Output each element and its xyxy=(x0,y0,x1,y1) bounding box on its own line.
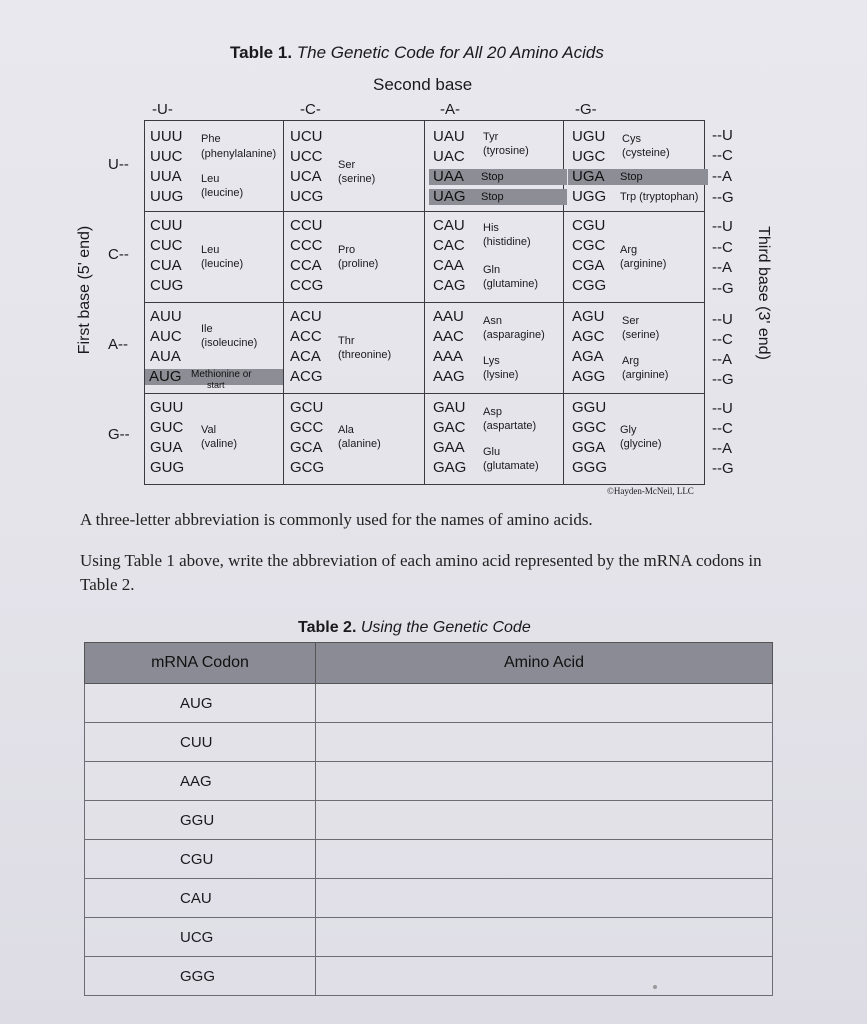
header-mrna-codon: mRNA Codon xyxy=(85,643,316,684)
table1-label: Table 1. xyxy=(230,43,293,62)
amino-acid-answer-cell[interactable] xyxy=(316,723,773,762)
aa-full: (serine) xyxy=(622,329,660,341)
third-label: --A xyxy=(712,168,732,185)
aa-name: Lys xyxy=(483,355,500,367)
aa-name: Leu xyxy=(201,244,220,256)
codon: CAA xyxy=(433,257,464,274)
stop-label: Stop xyxy=(481,171,504,183)
aa-name: Arg xyxy=(620,244,638,256)
cell-uc xyxy=(284,121,425,212)
codon: GUA xyxy=(150,439,183,456)
col-head-u: -U- xyxy=(152,101,173,118)
aa-name: His xyxy=(483,222,499,234)
aa-name: Ala xyxy=(338,424,354,436)
stop-codon-row xyxy=(429,189,567,205)
codon: CAG xyxy=(433,277,466,294)
stop-label: Stop xyxy=(481,191,504,203)
third-label: --C xyxy=(712,239,733,256)
cell-uu xyxy=(145,121,284,212)
codon: UCG xyxy=(290,188,324,205)
cell-gg xyxy=(564,394,705,485)
aa-full: (asparagine) xyxy=(483,329,545,341)
aa-full: (leucine) xyxy=(201,258,244,270)
codon: CCC xyxy=(290,237,323,254)
third-base-label: Third base (3' end) xyxy=(755,226,772,360)
codon-cell: CUU xyxy=(85,723,316,762)
codon: CAU xyxy=(433,217,465,234)
aa-full: (leucine) xyxy=(201,187,244,199)
aa-name: Thr xyxy=(338,335,355,347)
aa-name: Val xyxy=(201,424,217,436)
codon-cell: GGG xyxy=(85,957,316,996)
codon: UUU xyxy=(150,128,183,145)
codon: CUG xyxy=(150,277,184,294)
third-label: --A xyxy=(712,440,732,457)
aa-full: (phenylalanine) xyxy=(201,148,277,160)
third-label: --A xyxy=(712,351,732,368)
codon: UCC xyxy=(290,148,323,165)
codon: GGG xyxy=(572,459,608,476)
table-row xyxy=(85,762,773,801)
codon: AGG xyxy=(572,368,606,385)
codon-answer-table xyxy=(84,642,773,996)
codon: ACC xyxy=(290,328,322,345)
aa-name: Gln xyxy=(483,264,501,276)
third-label: --G xyxy=(712,371,734,388)
paper-speck xyxy=(653,985,657,989)
start-codon-row xyxy=(145,368,283,390)
codon: AGU xyxy=(572,308,605,325)
row-head-c: C-- xyxy=(108,246,129,263)
second-base-label: Second base xyxy=(373,75,473,94)
codon: UAG xyxy=(433,188,466,205)
intro-paragraph: A three-letter abbreviation is commonly used for the names of amino acids. xyxy=(80,510,593,529)
table-row xyxy=(85,957,773,996)
cell-ag xyxy=(564,303,705,394)
cell-ua xyxy=(425,121,564,212)
codon: GCA xyxy=(290,439,323,456)
cell-gu xyxy=(145,394,284,485)
col-head-c: -C- xyxy=(300,101,321,118)
table2-caption: Using the Genetic Code xyxy=(360,619,531,636)
cell-aa xyxy=(425,303,564,394)
codon: CAC xyxy=(433,237,465,254)
codon: CGG xyxy=(572,277,607,294)
codon: GUC xyxy=(150,419,184,436)
table-row xyxy=(85,918,773,957)
aa-full: (serine) xyxy=(338,173,376,185)
codon: AUU xyxy=(150,308,182,325)
codon: GGC xyxy=(572,419,607,436)
codon: AAC xyxy=(433,328,464,345)
amino-acid-answer-cell[interactable] xyxy=(316,684,773,723)
amino-acid-answer-cell[interactable] xyxy=(316,840,773,879)
codon-cell: CGU xyxy=(85,840,316,879)
codon: GUG xyxy=(150,459,185,476)
third-label: --G xyxy=(712,280,734,297)
aa-full: (tyrosine) xyxy=(483,145,529,157)
aa-full: (threonine) xyxy=(338,349,392,361)
third-label: --C xyxy=(712,331,733,348)
codon: CGU xyxy=(572,217,606,234)
cell-cu xyxy=(145,212,284,303)
table2-title xyxy=(298,619,531,637)
cell-ac xyxy=(284,303,425,394)
codon: UGU xyxy=(572,128,606,145)
codon: AAG xyxy=(433,368,465,385)
cell-ga xyxy=(425,394,564,485)
codon: CUA xyxy=(150,257,182,274)
codon: ACU xyxy=(290,308,322,325)
codon: GCG xyxy=(290,459,325,476)
aa-full: (histidine) xyxy=(483,236,531,248)
aa-name: Leu xyxy=(201,173,220,185)
cell-cc xyxy=(284,212,425,303)
cell-ca xyxy=(425,212,564,303)
codon: ACG xyxy=(290,368,323,385)
third-label: --C xyxy=(712,420,733,437)
codon: GAA xyxy=(433,439,465,456)
codon: GCC xyxy=(290,419,324,436)
aa-full: (lysine) xyxy=(483,369,519,381)
third-label: --U xyxy=(712,400,733,417)
codon: UCA xyxy=(290,168,322,185)
table-row xyxy=(85,684,773,723)
row-head-g: G-- xyxy=(108,426,130,443)
aa-name: Trp (tryptophan) xyxy=(620,191,699,203)
aa-name: Asn xyxy=(483,315,502,327)
codon: UUA xyxy=(150,168,182,185)
codon: UGC xyxy=(572,148,606,165)
aa-name: Ser xyxy=(338,159,356,171)
aa-full: (arginine) xyxy=(620,258,667,270)
third-label: --C xyxy=(712,147,733,164)
aa-full: (alanine) xyxy=(338,438,381,450)
codon: UGG xyxy=(572,188,607,205)
row-head-a: A-- xyxy=(108,336,128,353)
stop-label: Stop xyxy=(620,171,643,183)
codon: UUG xyxy=(150,188,184,205)
aa-name: Gly xyxy=(620,424,637,436)
aa-name: Tyr xyxy=(483,131,499,143)
first-base-axis xyxy=(70,205,100,375)
codon: AUC xyxy=(150,328,182,345)
table-row xyxy=(85,801,773,840)
table2-label: Table 2. xyxy=(298,619,357,636)
aa-name: Ile xyxy=(201,323,213,335)
aa-full: (isoleucine) xyxy=(201,337,258,349)
aa-full: (glycine) xyxy=(620,438,662,450)
instruction-paragraph: Using Table 1 above, write the abbreviation of each amino acid represented by the mRNA codons in Table 2. xyxy=(80,551,762,594)
header-amino-acid: Amino Acid xyxy=(316,643,773,684)
codon: UAC xyxy=(433,148,465,165)
genetic-code-table xyxy=(144,120,705,485)
table1-caption: The Genetic Code for All 20 Amino Acids xyxy=(296,43,604,62)
third-base-axis xyxy=(748,208,778,378)
amino-acid-answer-cell[interactable] xyxy=(316,957,773,996)
third-label: --A xyxy=(712,259,732,276)
stop-codon-row xyxy=(568,169,708,185)
aa-full: (cysteine) xyxy=(622,147,670,159)
first-base-label: First base (5' end) xyxy=(76,225,93,355)
codon: ACA xyxy=(290,348,321,365)
aa-full: (proline) xyxy=(338,258,379,270)
aa-full: (glutamate) xyxy=(483,460,539,472)
amino-acid-answer-cell[interactable] xyxy=(316,762,773,801)
codon: CCG xyxy=(290,277,324,294)
third-label: --G xyxy=(712,189,734,206)
codon: GAU xyxy=(433,399,466,416)
col-head-g: -G- xyxy=(575,101,597,118)
third-label: --U xyxy=(712,127,733,144)
codon: UCU xyxy=(290,128,323,145)
start-label: start xyxy=(207,380,225,390)
table-row xyxy=(85,723,773,762)
codon: UUC xyxy=(150,148,183,165)
codon: GGU xyxy=(572,399,607,416)
aa-full: (arginine) xyxy=(622,369,669,381)
codon: AGC xyxy=(572,328,605,345)
amino-acid-answer-cell[interactable] xyxy=(316,801,773,840)
amino-acid-answer-cell[interactable] xyxy=(316,879,773,918)
amino-acid-answer-cell[interactable] xyxy=(316,918,773,957)
aa-full: (aspartate) xyxy=(483,420,537,432)
col-head-a: -A- xyxy=(440,101,460,118)
codon: GAG xyxy=(433,459,467,476)
codon: GGA xyxy=(572,439,606,456)
codon: UGA xyxy=(572,168,605,185)
aa-name: Pro xyxy=(338,244,356,256)
codon-cell: UCG xyxy=(85,918,316,957)
codon: AUA xyxy=(150,348,181,365)
codon: CCU xyxy=(290,217,323,234)
met-label: Methionine or xyxy=(191,369,252,380)
codon: GUU xyxy=(150,399,184,416)
third-label: --U xyxy=(712,218,733,235)
codon: CCA xyxy=(290,257,322,274)
aa-name: Arg xyxy=(622,355,640,367)
codon: CGC xyxy=(572,237,606,254)
stop-codon-row xyxy=(429,169,567,185)
aa-full: (glutamine) xyxy=(483,278,539,290)
codon-cell: AUG xyxy=(85,684,316,723)
aa-full: (valine) xyxy=(201,438,238,450)
codon: AAA xyxy=(433,348,464,365)
codon: CUC xyxy=(150,237,183,254)
aa-name: Ser xyxy=(622,315,640,327)
codon-cell: CAU xyxy=(85,879,316,918)
aa-name: Asp xyxy=(483,406,502,418)
codon: GCU xyxy=(290,399,324,416)
cell-au xyxy=(145,303,284,394)
codon: CUU xyxy=(150,217,183,234)
cell-gc xyxy=(284,394,425,485)
table-row xyxy=(85,879,773,918)
aa-name: Glu xyxy=(483,446,501,458)
codon: AUG xyxy=(149,368,182,385)
row-head-u: U-- xyxy=(108,156,129,173)
codon: UAU xyxy=(433,128,465,145)
third-label: --G xyxy=(712,460,734,477)
codon: AAU xyxy=(433,308,464,325)
cell-cg xyxy=(564,212,705,303)
codon: CGA xyxy=(572,257,605,274)
codon: GAC xyxy=(433,419,466,436)
table-row xyxy=(85,840,773,879)
codon: AGA xyxy=(572,348,604,365)
aa-name: Cys xyxy=(622,133,641,145)
codon-cell: AAG xyxy=(85,762,316,801)
copyright-credit: ©Hayden-McNeil, LLC xyxy=(607,486,694,496)
cell-ug xyxy=(564,121,705,212)
aa-name: Phe xyxy=(201,133,221,145)
table1-title xyxy=(230,43,604,63)
codon: UAA xyxy=(433,168,464,185)
third-label: --U xyxy=(712,311,733,328)
codon-cell: GGU xyxy=(85,801,316,840)
